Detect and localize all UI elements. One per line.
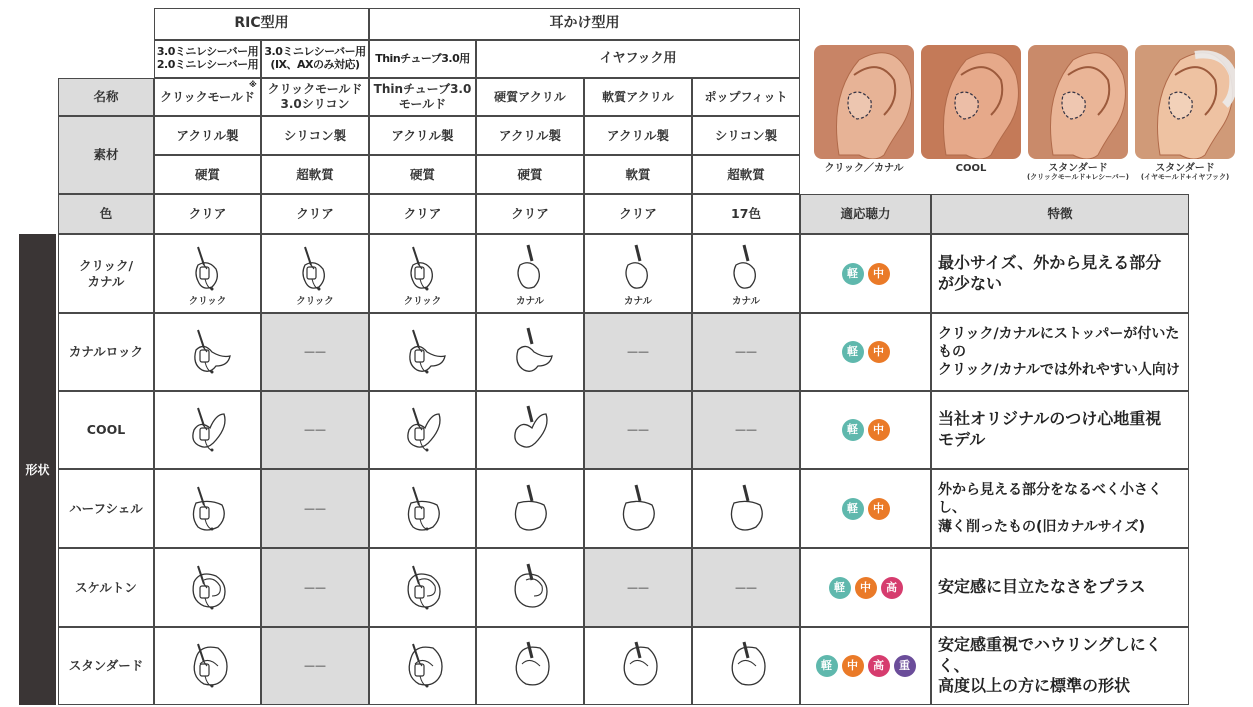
ear-mold-icon xyxy=(614,638,662,694)
hearing-level-cell xyxy=(800,391,931,469)
ear-photo xyxy=(814,45,914,159)
ear-mold-icon xyxy=(722,241,770,297)
cell-name: クリックモールド xyxy=(154,78,261,116)
ear-photo xyxy=(1028,45,1128,159)
mold-caption: クリック xyxy=(403,296,442,308)
ear-mold-icon xyxy=(184,402,232,458)
note-mark: ※ xyxy=(249,80,257,89)
ear-photo xyxy=(921,45,1021,159)
ric-col2-subheader: 3.0ミニレシーバー用 (IX、AXのみ対応) xyxy=(261,40,369,78)
hearing-level-badge: 中 xyxy=(868,419,890,441)
ear-mold-icon xyxy=(399,241,447,297)
hearing-level-badge: 軽 xyxy=(842,341,864,363)
cell-material: アクリル製 xyxy=(154,116,261,155)
dash-mark: —— xyxy=(304,423,326,437)
unavailable-cell xyxy=(584,391,692,469)
unavailable-cell xyxy=(261,548,369,627)
photo-caption-text: クリック／カナル xyxy=(824,163,904,174)
thin-tube-subheader: Thinチューブ3.0用 xyxy=(369,40,476,78)
ear-mold-icon xyxy=(399,560,447,616)
ear-mold-icon xyxy=(506,402,554,458)
hearing-level-badge: 軽 xyxy=(842,419,864,441)
ear-photo-caption xyxy=(917,163,1025,174)
mold-cell xyxy=(369,548,476,627)
dash-mark: —— xyxy=(304,501,326,515)
cell-hardness: 超軟質 xyxy=(261,155,369,194)
hearing-level-cell xyxy=(800,234,931,313)
mold-cell xyxy=(154,469,261,548)
ear-mold-icon xyxy=(399,638,447,694)
mold-cell xyxy=(154,234,261,313)
unavailable-cell xyxy=(261,469,369,548)
mold-cell xyxy=(154,313,261,391)
unavailable-cell xyxy=(584,548,692,627)
cell-color: クリア xyxy=(584,194,692,234)
mold-cell xyxy=(369,234,476,313)
cell-material: シリコン製 xyxy=(261,116,369,155)
hearing-level-badge: 軽 xyxy=(842,263,864,285)
cell-color: 17色 xyxy=(692,194,800,234)
cell-color: クリア xyxy=(154,194,261,234)
ear-mold-icon xyxy=(184,241,232,297)
hearing-level-badge: 高 xyxy=(868,655,890,677)
photo-caption-text: スタンダード xyxy=(1155,163,1215,174)
feature-text: 最小サイズ、外から見える部分 が少ない xyxy=(931,234,1189,313)
shape-label: スケルトン xyxy=(58,548,154,627)
cell-name: 硬質アクリル xyxy=(476,78,584,116)
dash-mark: —— xyxy=(627,423,649,437)
cell-color: クリア xyxy=(369,194,476,234)
ear-photo-caption xyxy=(1024,163,1132,182)
photo-caption-note: (イヤモールド+イヤフック) xyxy=(1140,173,1230,181)
ear-mold-icon xyxy=(506,241,554,297)
ear-mold-icon xyxy=(614,241,662,297)
feature-text: 外から見える部分をなるべく小さくし、 薄く削ったもの(旧カナルサイズ) xyxy=(931,469,1189,548)
ear-photo-caption xyxy=(810,163,918,174)
mold-cell xyxy=(476,469,584,548)
ear-mold-icon xyxy=(184,560,232,616)
ear-mold-icon xyxy=(722,481,770,537)
cell-hardness: 硬質 xyxy=(369,155,476,194)
unavailable-cell xyxy=(584,313,692,391)
cell-material: アクリル製 xyxy=(369,116,476,155)
feature-text: クリック/カナルにストッパーが付いたもの クリック/カナルでは外れやすい人向け xyxy=(931,313,1189,391)
mold-cell xyxy=(584,234,692,313)
hearing-header: 適応聴力 xyxy=(800,194,931,234)
mold-cell xyxy=(476,313,584,391)
hearing-level-cell xyxy=(800,627,931,705)
unavailable-cell xyxy=(692,391,800,469)
hearing-level-cell xyxy=(800,469,931,548)
cell-name: 軟質アクリル xyxy=(584,78,692,116)
mold-cell xyxy=(261,234,369,313)
mold-cell xyxy=(584,627,692,705)
mold-cell xyxy=(369,627,476,705)
dash-mark: —— xyxy=(304,580,326,594)
photo-caption-note: (クリックモールド+レシーバー) xyxy=(1026,173,1130,181)
ric-group-header: RIC型用 xyxy=(154,8,369,40)
ric-col1-subheader: 3.0ミニレシーバー用 2.0ミニレシーバー用 xyxy=(154,40,261,78)
cell-material: アクリル製 xyxy=(584,116,692,155)
mold-cell xyxy=(692,627,800,705)
cell-color: クリア xyxy=(476,194,584,234)
shape-label: クリック/ カナル xyxy=(58,234,154,313)
mold-caption: クリック xyxy=(188,296,227,308)
dash-mark: —— xyxy=(735,580,757,594)
hearing-level-badge: 中 xyxy=(868,341,890,363)
mold-cell xyxy=(154,391,261,469)
ear-mold-icon xyxy=(506,481,554,537)
unavailable-cell xyxy=(692,548,800,627)
hearing-level-badge: 中 xyxy=(868,498,890,520)
ear-mold-icon xyxy=(184,324,232,380)
row-label-color: 色 xyxy=(58,194,154,234)
row-label-name: 名称 xyxy=(58,78,154,116)
mold-cell xyxy=(154,627,261,705)
photo-caption-text: COOL xyxy=(955,163,987,174)
ear-mold-icon xyxy=(399,324,447,380)
ear-mold-icon xyxy=(506,638,554,694)
hearing-level-cell xyxy=(800,313,931,391)
mold-cell xyxy=(369,313,476,391)
hearing-level-badge: 軽 xyxy=(816,655,838,677)
unavailable-cell xyxy=(261,627,369,705)
unavailable-cell xyxy=(692,313,800,391)
mold-cell xyxy=(476,391,584,469)
mold-caption: カナル xyxy=(623,296,653,308)
cell-color: クリア xyxy=(261,194,369,234)
hearing-level-badge: 高 xyxy=(881,577,903,599)
mold-cell xyxy=(369,469,476,548)
cell-hardness: 超軟質 xyxy=(692,155,800,194)
ear-mold-icon xyxy=(506,324,554,380)
ear-mold-icon xyxy=(614,481,662,537)
cell-hardness: 硬質 xyxy=(154,155,261,194)
ear-mold-icon xyxy=(184,481,232,537)
earhook-subheader: イヤフック用 xyxy=(476,40,800,78)
bte-group-header: 耳かけ型用 xyxy=(369,8,800,40)
unavailable-cell xyxy=(261,391,369,469)
cell-name: クリックモールド 3.0シリコン xyxy=(261,78,369,116)
shape-label: ハーフシェル xyxy=(58,469,154,548)
cell-material: アクリル製 xyxy=(476,116,584,155)
dash-mark: —— xyxy=(627,580,649,594)
shape-label: スタンダード xyxy=(58,627,154,705)
cell-hardness: 硬質 xyxy=(476,155,584,194)
mold-cell xyxy=(369,391,476,469)
ear-mold-icon xyxy=(399,402,447,458)
cell-material: シリコン製 xyxy=(692,116,800,155)
mold-cell xyxy=(692,469,800,548)
shape-group-label: 形状 xyxy=(19,234,56,705)
mold-cell xyxy=(476,548,584,627)
ear-mold-icon xyxy=(399,481,447,537)
ear-mold-icon xyxy=(184,638,232,694)
mold-caption: カナル xyxy=(731,296,761,308)
feature-text: 安定感に目立たなさをプラス xyxy=(931,548,1189,627)
hearing-level-badge: 軽 xyxy=(842,498,864,520)
dash-mark: —— xyxy=(304,345,326,359)
mold-cell xyxy=(692,234,800,313)
ear-photo xyxy=(1135,45,1235,159)
dash-mark: —— xyxy=(627,345,649,359)
shape-label: COOL xyxy=(58,391,154,469)
dash-mark: —— xyxy=(735,345,757,359)
hearing-level-badge: 重 xyxy=(894,655,916,677)
feature-text: 安定感重視でハウリングしにくく、 高度以上の方に標準の形状 xyxy=(931,627,1189,705)
mold-cell xyxy=(154,548,261,627)
cell-hardness: 軟質 xyxy=(584,155,692,194)
mold-cell xyxy=(476,627,584,705)
mold-caption: クリック xyxy=(296,296,334,308)
cell-name: ポップフィット xyxy=(692,78,800,116)
dash-mark: —— xyxy=(304,659,326,673)
hearing-level-badge: 中 xyxy=(868,263,890,285)
cell-name: Thinチューブ3.0 モールド xyxy=(369,78,476,116)
mold-cell xyxy=(584,469,692,548)
ear-photo-caption xyxy=(1131,163,1239,182)
photo-caption-text: スタンダード xyxy=(1048,163,1108,174)
mold-cell xyxy=(476,234,584,313)
unavailable-cell xyxy=(261,313,369,391)
hearing-level-badge: 軽 xyxy=(829,577,851,599)
shape-label: カナルロック xyxy=(58,313,154,391)
hearing-level-cell xyxy=(800,548,931,627)
hearing-level-badge: 中 xyxy=(855,577,877,599)
hearing-level-badge: 中 xyxy=(842,655,864,677)
row-label-material: 素材 xyxy=(58,116,154,194)
dash-mark: —— xyxy=(735,423,757,437)
ear-mold-icon xyxy=(506,560,554,616)
mold-caption: カナル xyxy=(515,296,545,308)
feature-header: 特徴 xyxy=(931,194,1189,234)
ear-mold-icon xyxy=(722,638,770,694)
ear-mold-icon xyxy=(291,241,339,297)
feature-text: 当社オリジナルのつけ心地重視 モデル xyxy=(931,391,1189,469)
